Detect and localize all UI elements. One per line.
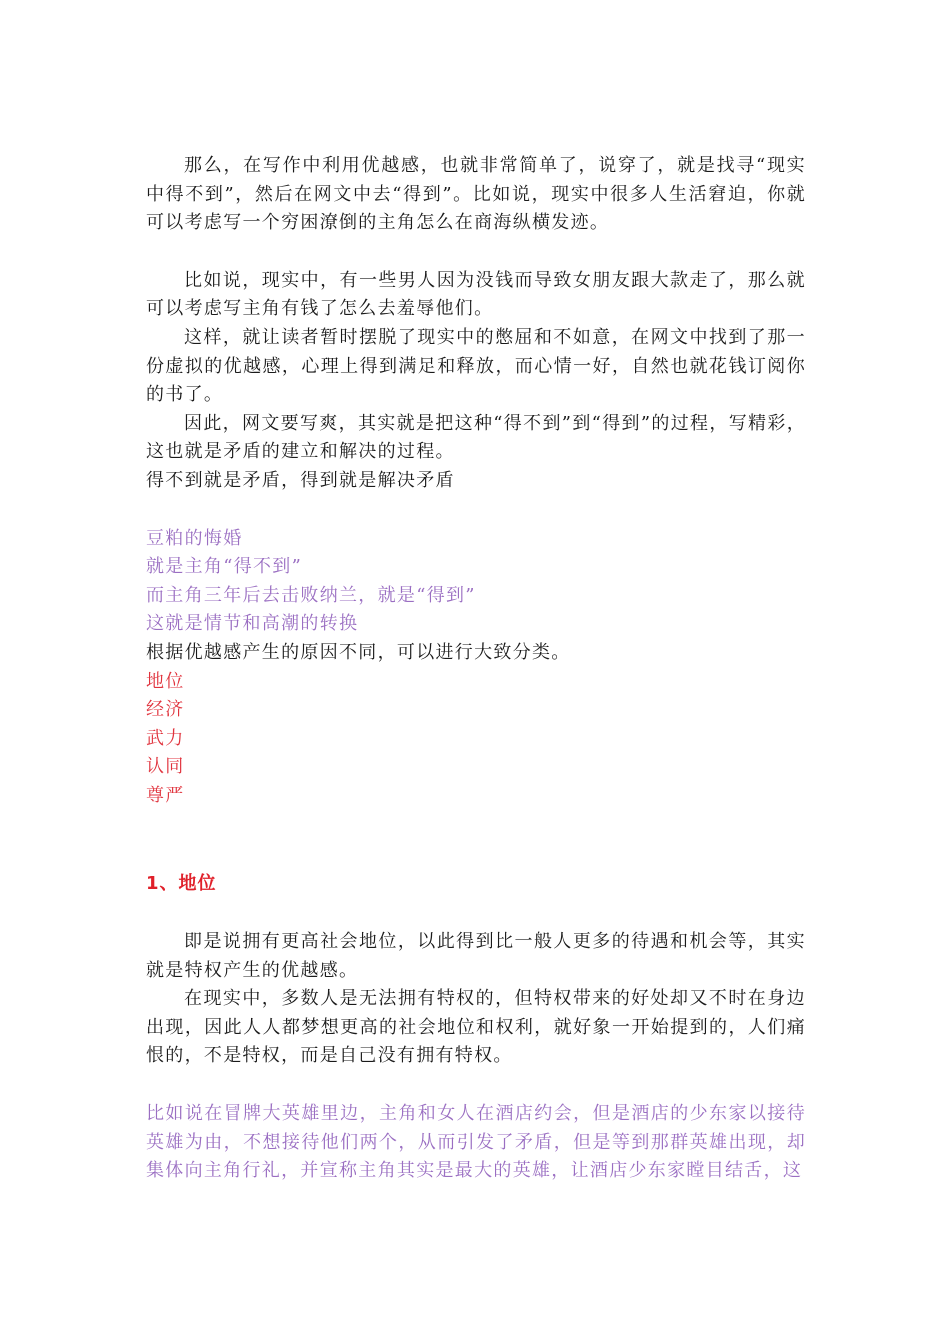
- spacer: [146, 496, 806, 525]
- classification-item: 地位: [146, 670, 185, 692]
- intro-summary-line: 得不到就是矛盾，得到就是解决矛盾: [146, 469, 455, 491]
- classification-item: 尊严: [146, 784, 185, 806]
- classification-list: [146, 668, 806, 811]
- classification-item: 经济: [146, 699, 185, 721]
- spacer: [146, 810, 806, 870]
- section-paragraph-1: 即是说拥有更高社会地位，以此得到比一般人更多的待遇和机会等，其实就是特权产生的优越感。: [146, 931, 806, 981]
- spacer: [146, 1071, 806, 1100]
- document-body: [146, 152, 806, 1186]
- intro-paragraph-3: 这样，就让读者暂时摆脱了现实中的憋屈和不如意，在网文中找到了那一份虚拟的优越感，心理上得到满足和释放，而心情一好，自然也就花钱订阅你的书了。: [146, 326, 806, 406]
- spacer: [146, 238, 806, 267]
- classification-item: 武力: [146, 727, 185, 749]
- section-paragraph-2: 在现实中，多数人是无法拥有特权的，但特权带来的好处却又不时在身边出现，因此人人都梦想更高的社会地位和权利，就好象一开始提到的，人们痛恨的，不是特权，而是自己没有拥有特权。: [146, 988, 806, 1067]
- intro-paragraph-1: 那么，在写作中利用优越感，也就非常简单了，说穿了，就是找寻“现实中得不到”，然后在网文中去“得到”。比如说，现实中很多人生活窘迫，你就可以考虑写一个穷困潦倒的主角怎么在商海纵横发迹。: [146, 155, 806, 234]
- section-example-paragraph: 比如说在冒牌大英雄里边，主角和女人在酒店约会，但是酒店的少东家以接待英雄为由，不想接待他们两个，从而引发了矛盾，但是等到那群英雄出现，却集体向主角行礼，并宣称主角其实是最大的英雄，让酒店少东家瞠目结舌，这: [146, 1103, 806, 1182]
- example-line: 豆粕的悔婚: [146, 527, 243, 549]
- intro-paragraph-2: 比如说，现实中，有一些男人因为没钱而导致女朋友跟大款走了，那么就可以考虑写主角有钱了怎么去羞辱他们。: [146, 269, 806, 320]
- example-line: 就是主角“得不到”: [146, 556, 303, 578]
- example-line: 而主角三年后去击败纳兰，就是“得到”: [146, 584, 476, 606]
- example-block: [146, 525, 806, 639]
- classification-item: 认同: [146, 756, 185, 778]
- example-line: 这就是情节和高潮的转换: [146, 613, 359, 635]
- spacer: [146, 899, 806, 928]
- section-heading: 1、地位: [146, 873, 217, 895]
- intro-paragraph-4: 因此，网文要写爽，其实就是把这种“得不到”到“得到”的过程，写精彩，这也就是矛盾的建立和解决的过程。: [146, 412, 806, 463]
- classification-intro: 根据优越感产生的原因不同，可以进行大致分类。: [146, 641, 571, 663]
